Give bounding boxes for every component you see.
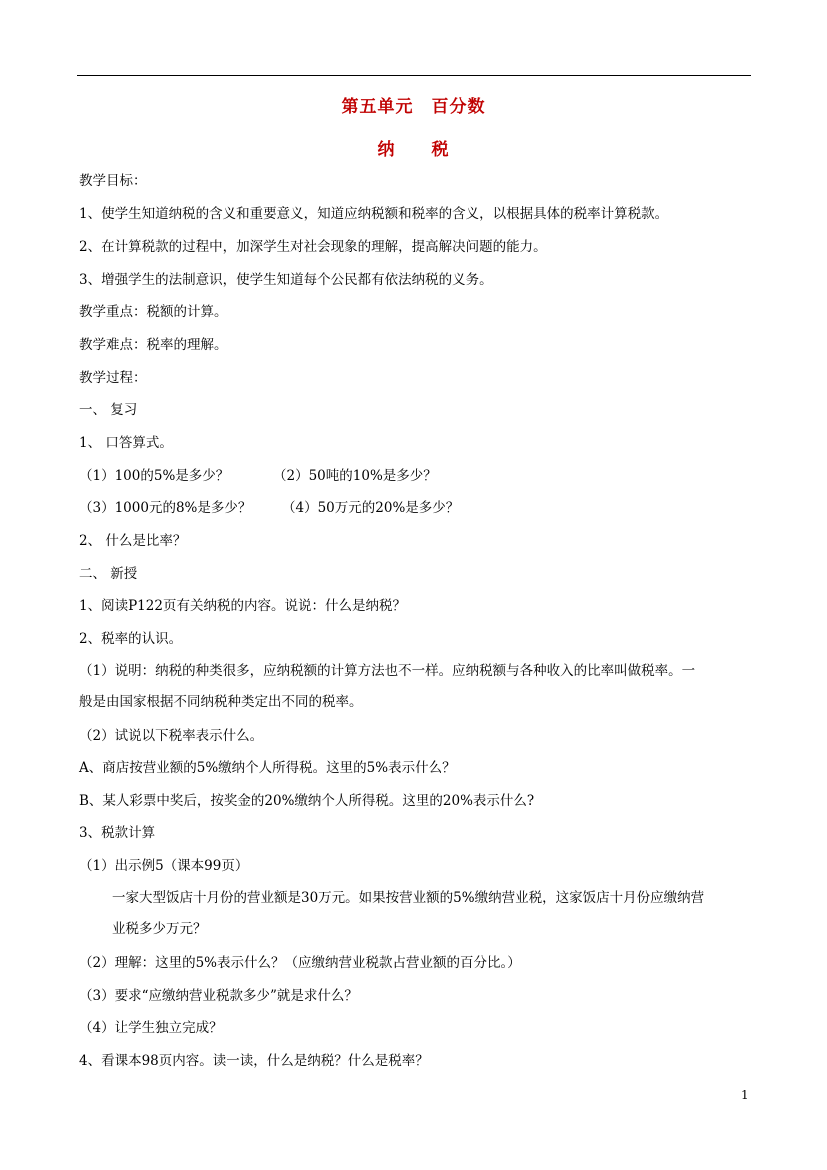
section-new: 二、 新授 bbox=[79, 566, 138, 582]
tax-rate-heading: 2、税率的认识。 bbox=[79, 631, 183, 647]
difficult-point: 教学难点：税率的理解。 bbox=[79, 337, 228, 353]
subtitle-char-2: 税 bbox=[431, 140, 450, 160]
page-subtitle bbox=[0, 135, 827, 160]
goals-heading: 教学目标： bbox=[79, 173, 147, 189]
oral-question-1: （1）100的5%是多少？ bbox=[79, 468, 230, 484]
example-5-text-2: 业税多少万元？ bbox=[112, 921, 207, 937]
oral-question-4: （4）50万元的20%是多少？ bbox=[282, 500, 460, 516]
goal-3: 3、增强学生的法制意识，使学生知道每个公民都有依法纳税的义务。 bbox=[79, 272, 493, 288]
goal-2: 2、在计算税款的过程中，加深学生对社会现象的理解，提高解决问题的能力。 bbox=[79, 239, 547, 255]
oral-question-3: （3）1000元的8%是多少？ bbox=[79, 500, 252, 516]
goal-1: 1、使学生知道纳税的含义和重要意义，知道应纳税额和税率的含义，以根据具体的税率计算税款。 bbox=[79, 206, 669, 222]
tax-rate-question: （2）试说以下税率表示什么。 bbox=[79, 728, 264, 744]
page-title: 第五单元 百分数 bbox=[341, 97, 486, 117]
reading-task: 1、阅读P122页有关纳税的内容。说说：什么是纳税？ bbox=[79, 598, 406, 614]
page-number: 1 bbox=[741, 1088, 749, 1102]
subtitle-char-1: 纳 bbox=[377, 140, 396, 160]
oral-calc-heading: 1、 口答算式。 bbox=[79, 435, 173, 451]
header-rule bbox=[77, 75, 751, 76]
requirement-step: （3）要求“应缴纳营业税款多少”就是求什么？ bbox=[79, 988, 358, 1004]
tax-calc-heading: 3、税款计算 bbox=[79, 825, 156, 841]
oral-question-2: （2）50吨的10%是多少？ bbox=[273, 468, 437, 484]
tax-rate-explanation-2: 般是由国家根据不同纳税种类定出不同的税率。 bbox=[79, 694, 363, 710]
example-b: B、某人彩票中奖后，按奖金的20%缴纳个人所得税。这里的20%表示什么? bbox=[79, 793, 535, 809]
tax-rate-explanation-1: （1）说明：纳税的种类很多，应纳税额的计算方法也不一样。应纳税额与各种收入的比率叫做税率。一 bbox=[79, 663, 696, 679]
process-heading: 教学过程： bbox=[79, 370, 147, 386]
key-point: 教学重点：税额的计算。 bbox=[79, 304, 228, 320]
section-review: 一、 复习 bbox=[79, 402, 138, 418]
example-5: （1）出示例5（课本99页） bbox=[79, 858, 249, 874]
reading-step: 4、看课本98页内容。读一读，什么是纳税？什么是税率？ bbox=[79, 1053, 429, 1069]
understanding-step: （2）理解：这里的5%表示什么？（应缴纳营业税款占营业额的百分比。） bbox=[79, 955, 521, 971]
example-5-text-1: 一家大型饭店十月份的营业额是30万元。如果按营业额的5%缴纳营业税，这家饭店十月份应缴纳营 bbox=[112, 890, 705, 906]
ratio-question: 2、 什么是比率？ bbox=[79, 533, 187, 549]
example-a: A、商店按营业额的5%缴纳个人所得税。这里的5%表示什么？ bbox=[79, 760, 456, 776]
independent-step: （4）让学生独立完成？ bbox=[79, 1020, 223, 1036]
